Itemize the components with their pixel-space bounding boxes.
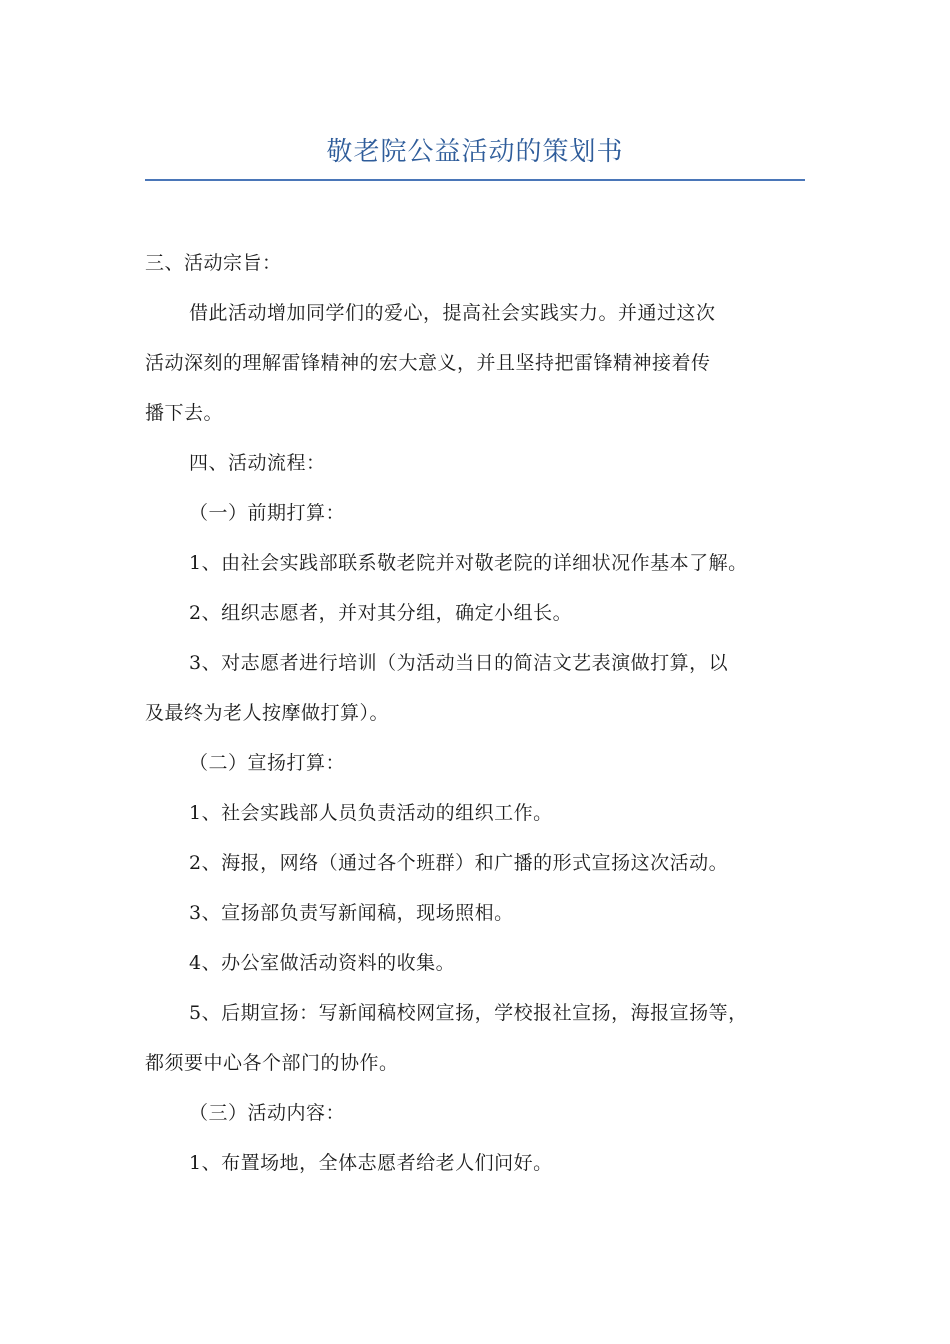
- paragraph-line: 借此活动增加同学们的爱心，提高社会实践实力。并通过这次: [189, 302, 716, 324]
- section-heading: 三、活动宗旨：: [145, 252, 282, 274]
- paragraph-line: 活动深刻的理解雷锋精神的宏大意义，并且坚持把雷锋精神接着传: [145, 352, 711, 374]
- document-title: 敬老院公益活动的策划书: [326, 137, 624, 167]
- list-item: 3、宣扬部负责写新闻稿，现场照相。: [189, 902, 514, 924]
- subsection-heading: （一）前期打算：: [189, 502, 346, 524]
- list-item: 4、办公室做活动资料的收集。: [189, 952, 456, 974]
- subsection-heading: （二）宣扬打算：: [189, 752, 346, 774]
- list-item-continuation: 及最终为老人按摩做打算）。: [145, 702, 390, 724]
- section-heading: 四、活动流程：: [189, 452, 326, 474]
- list-item-continuation: 都须要中心各个部门的协作。: [145, 1052, 399, 1074]
- subsection-heading: （三）活动内容：: [189, 1102, 346, 1124]
- paragraph-line: 播下去。: [145, 402, 224, 424]
- list-item: 1、社会实践部人员负责活动的组织工作。: [189, 802, 553, 824]
- list-item: 3、对志愿者进行培训（为活动当日的简洁文艺表演做打算，以: [189, 652, 729, 674]
- list-item: 1、布置场地，全体志愿者给老人们问好。: [189, 1152, 553, 1174]
- list-item: 1、由社会实践部联系敬老院并对敬老院的详细状况作基本了解。: [189, 552, 748, 574]
- document-body: [145, 238, 810, 1188]
- list-item: 2、海报，网络（通过各个班群）和广播的形式宣扬这次活动。: [189, 852, 729, 874]
- title-underline: [145, 179, 805, 181]
- list-item: 2、组织志愿者，并对其分组，确定小组长。: [189, 602, 573, 624]
- list-item: 5、后期宣扬：写新闻稿校网宣扬，学校报社宣扬，海报宣扬等，: [189, 1002, 748, 1024]
